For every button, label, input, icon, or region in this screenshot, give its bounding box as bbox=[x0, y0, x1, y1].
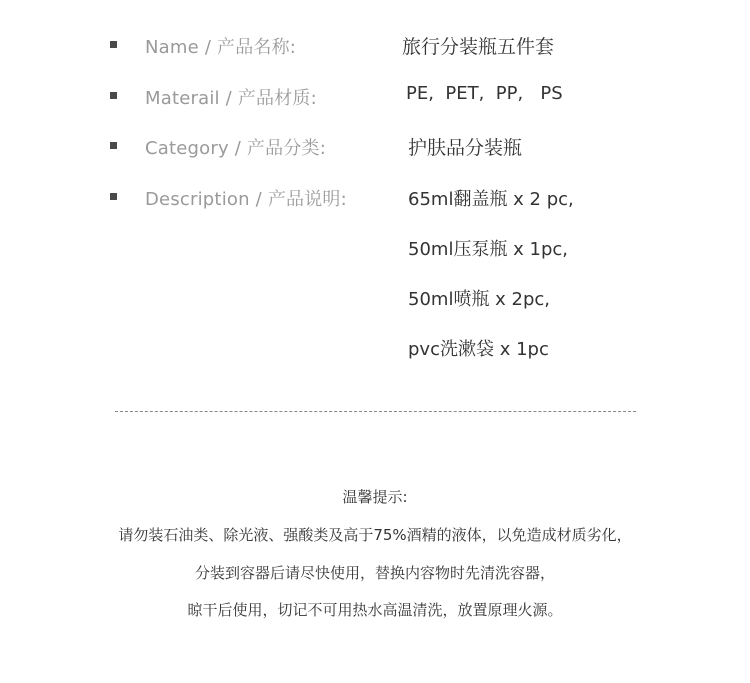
spec-row-name bbox=[0, 30, 750, 60]
spec-label: Category / 产品分类: bbox=[145, 138, 326, 159]
spec-row-category bbox=[0, 131, 750, 161]
description-line: pvc洗漱袋 x 1pc bbox=[408, 339, 549, 360]
description-line: 50ml压泵瓶 x 1pc, bbox=[408, 239, 569, 260]
bullet-icon bbox=[110, 193, 117, 200]
notice-title: 温馨提示: bbox=[342, 488, 408, 506]
dashed-divider bbox=[115, 411, 636, 412]
spec-label: Description / 产品说明: bbox=[145, 189, 347, 210]
bullet-icon bbox=[110, 92, 117, 99]
description-line: 65ml翻盖瓶 x 2 pc, bbox=[408, 189, 574, 210]
spec-label: Materail / 产品材质: bbox=[145, 88, 317, 109]
spec-row-material bbox=[0, 81, 750, 111]
spec-value: PE, PET, PP, PS bbox=[406, 83, 563, 104]
bullet-icon bbox=[110, 41, 117, 48]
description-line: 50ml喷瓶 x 2pc, bbox=[408, 289, 551, 310]
spec-value: 护肤品分装瓶 bbox=[408, 137, 523, 159]
bullet-icon bbox=[110, 142, 117, 149]
spec-label: Name / 产品名称: bbox=[145, 37, 297, 58]
spec-row-description bbox=[0, 182, 750, 212]
spec-value: 旅行分装瓶五件套 bbox=[402, 36, 555, 58]
notice-line: 晾干后使用，切记不可用热水高温清洗，放置原理火源。 bbox=[187, 601, 563, 619]
notice-line: 分装到容器后请尽快使用，替换内容物时先清洗容器， bbox=[194, 564, 555, 582]
notice-line: 请勿装石油类、除光液、强酸类及高于75%酒精的液体，以免造成材质劣化， bbox=[118, 526, 632, 544]
